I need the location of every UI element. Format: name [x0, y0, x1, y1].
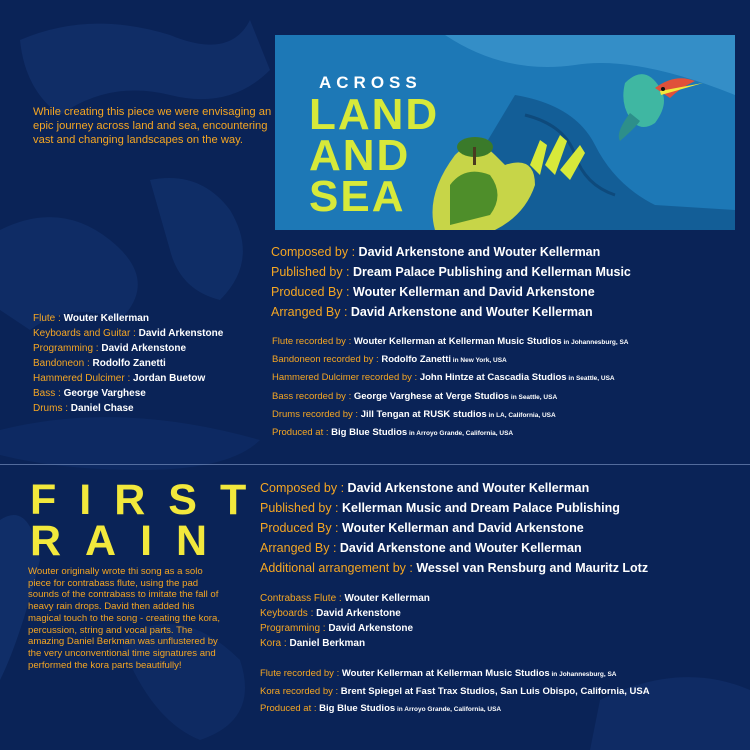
credit-row: Composed by : David Arkenstone and Wouter Kellerman: [271, 245, 601, 259]
credit-row: Arranged By : David Arkenstone and Wouter Kellerman: [271, 305, 593, 319]
musician-row: Kora : Daniel Berkman: [260, 638, 366, 649]
recording-row: Bass recorded by : George Varghese at Verge Studios in Seattle, USA: [272, 390, 558, 402]
musician-row: Keyboards : David Arkenstone: [260, 608, 401, 619]
first-rain-title-line2: RAIN: [30, 517, 232, 565]
first-rain-description: Wouter originally wrote thi song as a solo piece for contrabass flute, using the pad sounds of the contrabass to imitate the fall of heavy rain drops. David then added his magical touch to the song - creating the kora, percussion, string and vocal parts. The amazing Daniel Berkman was unflustered by the very unconventional time signatures and performed the kora parts beautifully!: [28, 566, 220, 671]
across-musicians: [33, 311, 223, 416]
first-rain-musicians: [260, 591, 430, 651]
recording-row: Produced at : Big Blue Studios in Arroyo Grande, California, USA: [260, 703, 502, 715]
credit-row: Composed by : David Arkenstone and Wouter Kellerman: [260, 481, 590, 495]
musician-row: Keyboards and Guitar : David Arkenstone: [33, 328, 224, 339]
recording-row: Bandoneon recorded by : Rodolfo Zanetti in New York, USA: [272, 354, 507, 366]
credit-row: Produced By : Wouter Kellerman and David Arkenstone: [271, 285, 595, 299]
credit-row: Additional arrangement by : Wessel van Rensburg and Mauritz Lotz: [260, 561, 649, 575]
musician-row: Programming : David Arkenstone: [260, 623, 414, 634]
musician-row: Bass : George Varghese: [33, 388, 146, 399]
credit-row: Published by : Kellerman Music and Dream Palace Publishing: [260, 501, 620, 515]
recording-row: Produced at : Big Blue Studios in Arroyo Grande, California, USA: [272, 427, 514, 439]
recording-row: Kora recorded by : Brent Spiegel at Fast Trax Studios, San Luis Obispo, California, USA: [260, 686, 650, 698]
recording-row: Hammered Dulcimer recorded by : John Hintze at Cascadia Studios in Seattle, USA: [272, 372, 615, 384]
across-intro-text: While creating this piece we were envisaging an epic journey across land and sea, encountering vast and changing landscapes on the way.: [33, 106, 272, 146]
section-divider: [0, 464, 750, 465]
hummingbird-icon: [615, 53, 705, 143]
first-rain-main-credits: [260, 478, 648, 578]
musician-row: Drums : Daniel Chase: [33, 403, 134, 414]
cover-title-across: ACROSS: [319, 73, 422, 92]
musician-row: Programming : David Arkenstone: [33, 343, 187, 354]
credit-row: Produced By : Wouter Kellerman and David Arkenstone: [260, 521, 584, 535]
first-rain-title-line1: FIRST: [30, 476, 270, 524]
credit-row: Published by : Dream Palace Publishing and Kellerman Music: [271, 265, 631, 279]
credit-row: Arranged By : David Arkenstone and Wouter Kellerman: [260, 541, 582, 555]
across-recordings: [272, 333, 629, 442]
recording-row: Drums recorded by : Jill Tengan at RUSK studios in LA, California, USA: [272, 408, 556, 420]
across-main-credits: [271, 242, 631, 322]
album-cover-art: [275, 35, 735, 230]
cover-title-land: LAND: [309, 90, 440, 139]
musician-row: Hammered Dulcimer : Jordan Buetow: [33, 373, 206, 384]
musician-row: Contrabass Flute : Wouter Kellerman: [260, 593, 430, 604]
cover-title-sea: SEA: [309, 172, 406, 221]
musician-row: Flute : Wouter Kellerman: [33, 313, 149, 324]
first-rain-recordings: [260, 665, 650, 719]
recording-row: Flute recorded by : Wouter Kellerman at Kellerman Music Studios in Johannesburg, SA: [260, 668, 617, 679]
cover-title-and: AND: [309, 131, 411, 180]
recording-row: Flute recorded by : Wouter Kellerman at Kellerman Music Studios in Johannesburg, SA: [272, 336, 629, 347]
musician-row: Bandoneon : Rodolfo Zanetti: [33, 358, 166, 369]
